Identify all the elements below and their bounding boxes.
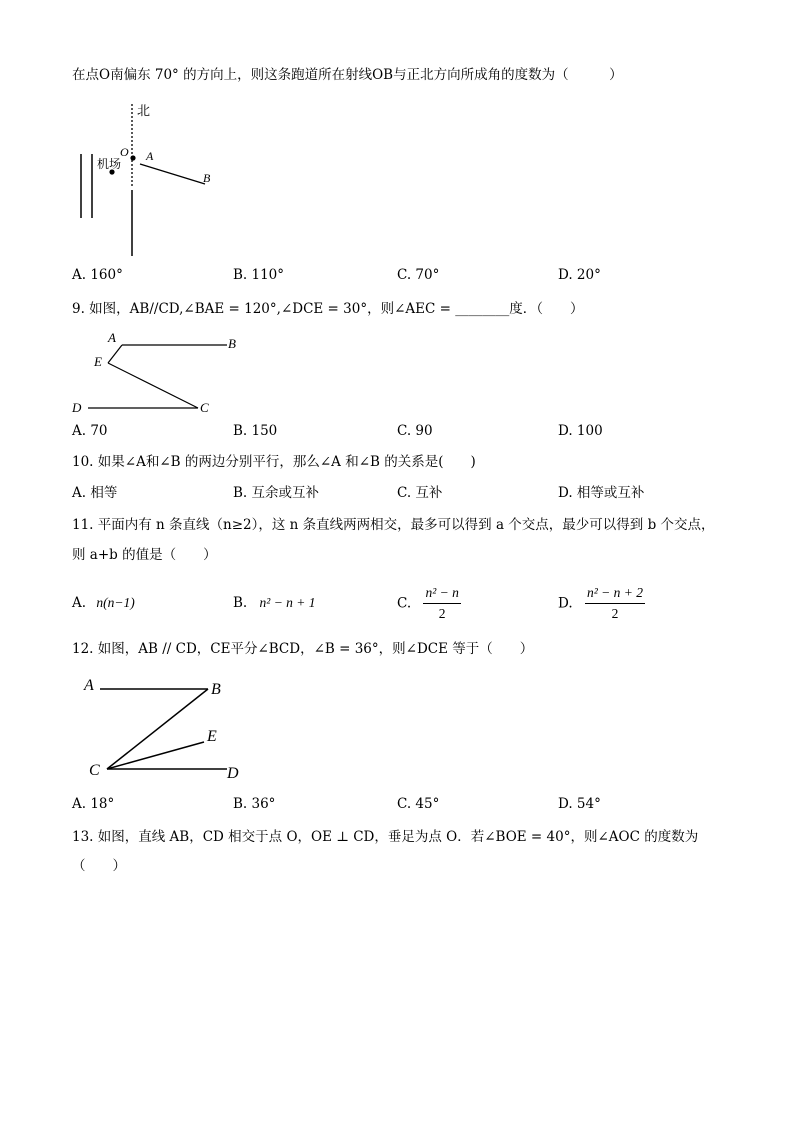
- option-label: A.: [72, 595, 87, 611]
- label-e: E: [207, 728, 217, 745]
- segment-ce: [107, 742, 204, 769]
- option-label: B.: [233, 595, 248, 611]
- q11-option-a[interactable]: [72, 594, 135, 612]
- q8-option-c[interactable]: C. 70°: [397, 267, 440, 283]
- label-b: B: [211, 681, 221, 698]
- label-e: E: [94, 354, 102, 369]
- q8-option-d[interactable]: D. 20°: [558, 267, 601, 283]
- q9-option-b[interactable]: B. 150: [233, 423, 278, 439]
- q9-figure: [70, 328, 250, 418]
- q13-stem-line2: （ ）: [72, 858, 126, 874]
- option-fraction: [423, 584, 460, 623]
- option-expression: n² − n + 1: [259, 595, 316, 610]
- q10-option-a[interactable]: A. 相等: [72, 485, 118, 501]
- q11-stem-line1: 11. 平面内有 n 条直线（n≥2），这 n 条直线两两相交，最多可以得到 a 个交点，最少可以得到 b 个交点，: [72, 517, 715, 533]
- q10-option-b[interactable]: B. 互余或互补: [233, 485, 320, 501]
- q12-option-d[interactable]: D. 54°: [558, 796, 601, 812]
- ray-ob: [140, 164, 205, 184]
- option-label: C.: [397, 595, 412, 612]
- segment-ec: [108, 363, 198, 408]
- q10-option-c[interactable]: C. 互补: [397, 485, 443, 501]
- fraction-denominator: 2: [611, 606, 619, 621]
- label-d: D: [227, 765, 239, 782]
- q11-option-c[interactable]: [397, 584, 461, 623]
- option-label: D.: [558, 595, 573, 612]
- q8-figure: [70, 100, 230, 260]
- q8-option-a[interactable]: A. 160°: [72, 267, 123, 283]
- q13-stem-line1: 13. 如图，直线 AB，CD 相交于点 O，OE ⊥ CD，垂足为点 O．若∠BOE = 40°，则∠AOC 的度数为: [72, 829, 699, 845]
- fraction-numerator: n² − n + 2: [585, 584, 645, 604]
- q9-stem: 9. 如图，AB//CD,∠BAE = 120°,∠DCE = 30°，则∠AEC = ________度．（ ）: [72, 301, 584, 317]
- q12-stem: 12. 如图，AB // CD，CE平分∠BCD，∠B = 36°，则∠DCE 等于（ ）: [72, 641, 534, 657]
- q12-option-a[interactable]: A. 18°: [72, 796, 115, 812]
- fraction-denominator: 2: [438, 606, 446, 621]
- label-c: C: [200, 400, 209, 415]
- label-d: D: [72, 400, 82, 415]
- q12-figure: [80, 672, 260, 787]
- label-a: A: [84, 677, 94, 694]
- point-o: [130, 155, 135, 160]
- label-c: C: [89, 762, 100, 779]
- q11-stem-line2: 则 a+b 的值是（ ）: [72, 547, 217, 563]
- airport-label: 机场: [97, 157, 122, 171]
- q11-option-d[interactable]: [558, 584, 645, 623]
- q9-option-c[interactable]: C. 90: [397, 423, 433, 439]
- option-expression: n(n−1): [96, 595, 135, 610]
- q8-option-b[interactable]: B. 110°: [233, 267, 285, 283]
- q8-stem: 在点O南偏东 70° 的方向上，则这条跑道所在射线OB与正北方向所成角的度数为（ ）: [72, 67, 623, 83]
- label-b: B: [203, 171, 211, 185]
- q12-option-c[interactable]: C. 45°: [397, 796, 440, 812]
- fraction-numerator: n² − n: [423, 584, 460, 604]
- label-a: A: [108, 330, 116, 345]
- label-a: A: [146, 149, 154, 163]
- option-fraction: [585, 584, 645, 623]
- label-b: B: [228, 336, 236, 351]
- q9-option-d[interactable]: D. 100: [558, 423, 603, 439]
- q10-option-d[interactable]: D. 相等或互补: [558, 485, 645, 501]
- q9-option-a[interactable]: A. 70: [72, 423, 108, 439]
- label-o: O: [120, 145, 129, 159]
- segment-bc: [107, 689, 208, 769]
- q12-option-b[interactable]: B. 36°: [233, 796, 276, 812]
- segment-ae: [108, 345, 122, 363]
- north-label: 北: [137, 103, 151, 118]
- q10-stem: 10. 如果∠A和∠B 的两边分别平行，那么∠A 和∠B 的关系是( ): [72, 454, 476, 470]
- q11-option-b[interactable]: [233, 594, 316, 612]
